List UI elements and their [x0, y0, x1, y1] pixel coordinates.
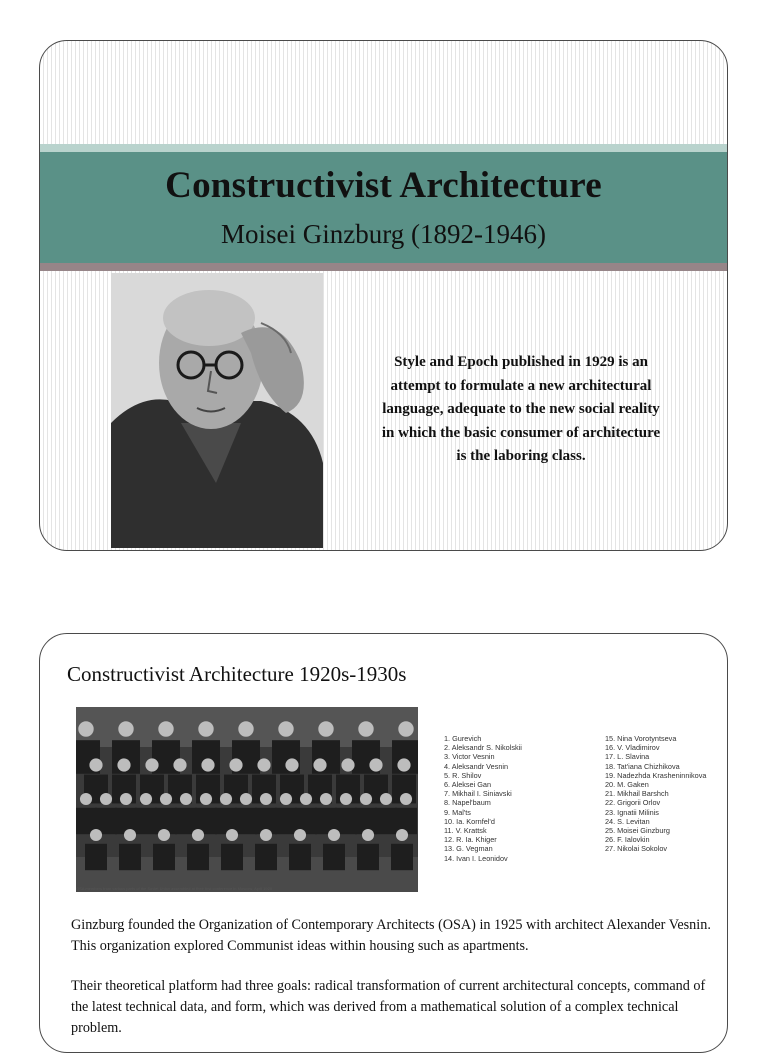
member-name: 9. Mal'ts [444, 807, 471, 817]
member-name: 10. Ia. Kornfel'd [444, 816, 495, 826]
member-name: 15. Nina Vorotyntseva [605, 734, 677, 743]
member-name: 17. L. Slavina [605, 752, 650, 762]
member-name: 12. R. Ia. Khiger [444, 835, 497, 845]
member-name: 20. M. Gaken [605, 780, 649, 790]
title-slide [39, 40, 728, 551]
member-name: 6. Aleksei Gan [444, 780, 492, 790]
member-name: 7. Mikhail I. Siniavski [444, 789, 512, 799]
member-name: 21. Mikhail Barshch [605, 789, 669, 799]
member-name: 16. V. Vladimirov [605, 743, 660, 753]
style-and-epoch-quote: Style and Epoch published in 1929 is an attempt to formulate a new architectural language, adequate to the new social reality in which the basic consumer of architecture is the laboring class. [381, 354, 661, 464]
member-name: 1. Gurevich [444, 734, 482, 743]
member-name: 2. Aleksandr S. Nikolskii [444, 743, 522, 753]
osa-group-photo [76, 707, 418, 892]
member-name: 5. R. Shilov [444, 770, 482, 780]
slide-title: Constructivist Architecture [165, 165, 602, 206]
ginzburg-portrait [111, 273, 323, 548]
slide-subtitle: Moisei Ginzburg (1892-1946) [221, 219, 546, 249]
member-name: 22. Grigorii Orlov [605, 798, 661, 808]
member-name: 19. Nadezhda Krasheninnikova [605, 770, 707, 780]
member-name: 24. S. Levitan [605, 816, 650, 826]
member-name: 4. Aleksandr Vesnin [444, 761, 509, 771]
member-name: 25. Moisei Ginzburg [605, 826, 670, 836]
osa-slide [39, 633, 728, 1053]
osa-founding-paragraph: Ginzburg founded the Organization of Contemporary Architects (OSA) in 1925 with architect Alexander Vesnin. This organization explored Communist ideas within housing such as apartments. [71, 917, 711, 954]
slide-title: Constructivist Architecture 1920s-1930s [67, 662, 407, 686]
photo-caption: OSA members from various parts of the Soviet Union assembled at their first conference in Moscow, April 1928 [76, 886, 273, 891]
member-name: 14. Ivan I. Leonidov [444, 853, 508, 863]
member-names-list-right [605, 734, 706, 854]
title-band-top-stripe [40, 144, 727, 152]
member-name: 3. Victor Vesnin [444, 752, 495, 762]
member-name: 23. Ignatii Milinis [605, 807, 659, 817]
osa-platform-paragraph: Their theoretical platform had three goals: radical transformation of current architectural concepts, command of the latest technical data, and form, which was derived from a mathematical solution of a complex technical problem. [71, 978, 706, 1036]
member-name: 13. G. Vegman [444, 844, 493, 854]
member-name: 18. Tat'iana Chizhikova [605, 761, 680, 771]
member-name: 26. F. Ialovkin [605, 835, 650, 845]
member-name: 11. V. Krattsk [444, 826, 487, 836]
member-name: 27. Nikolai Sokolov [605, 844, 668, 854]
member-name: 8. Napel'baum [444, 798, 491, 808]
title-band-bottom-stripe [40, 263, 727, 271]
osa-group-photo-figures [76, 707, 418, 892]
member-names-list-left [444, 734, 522, 863]
